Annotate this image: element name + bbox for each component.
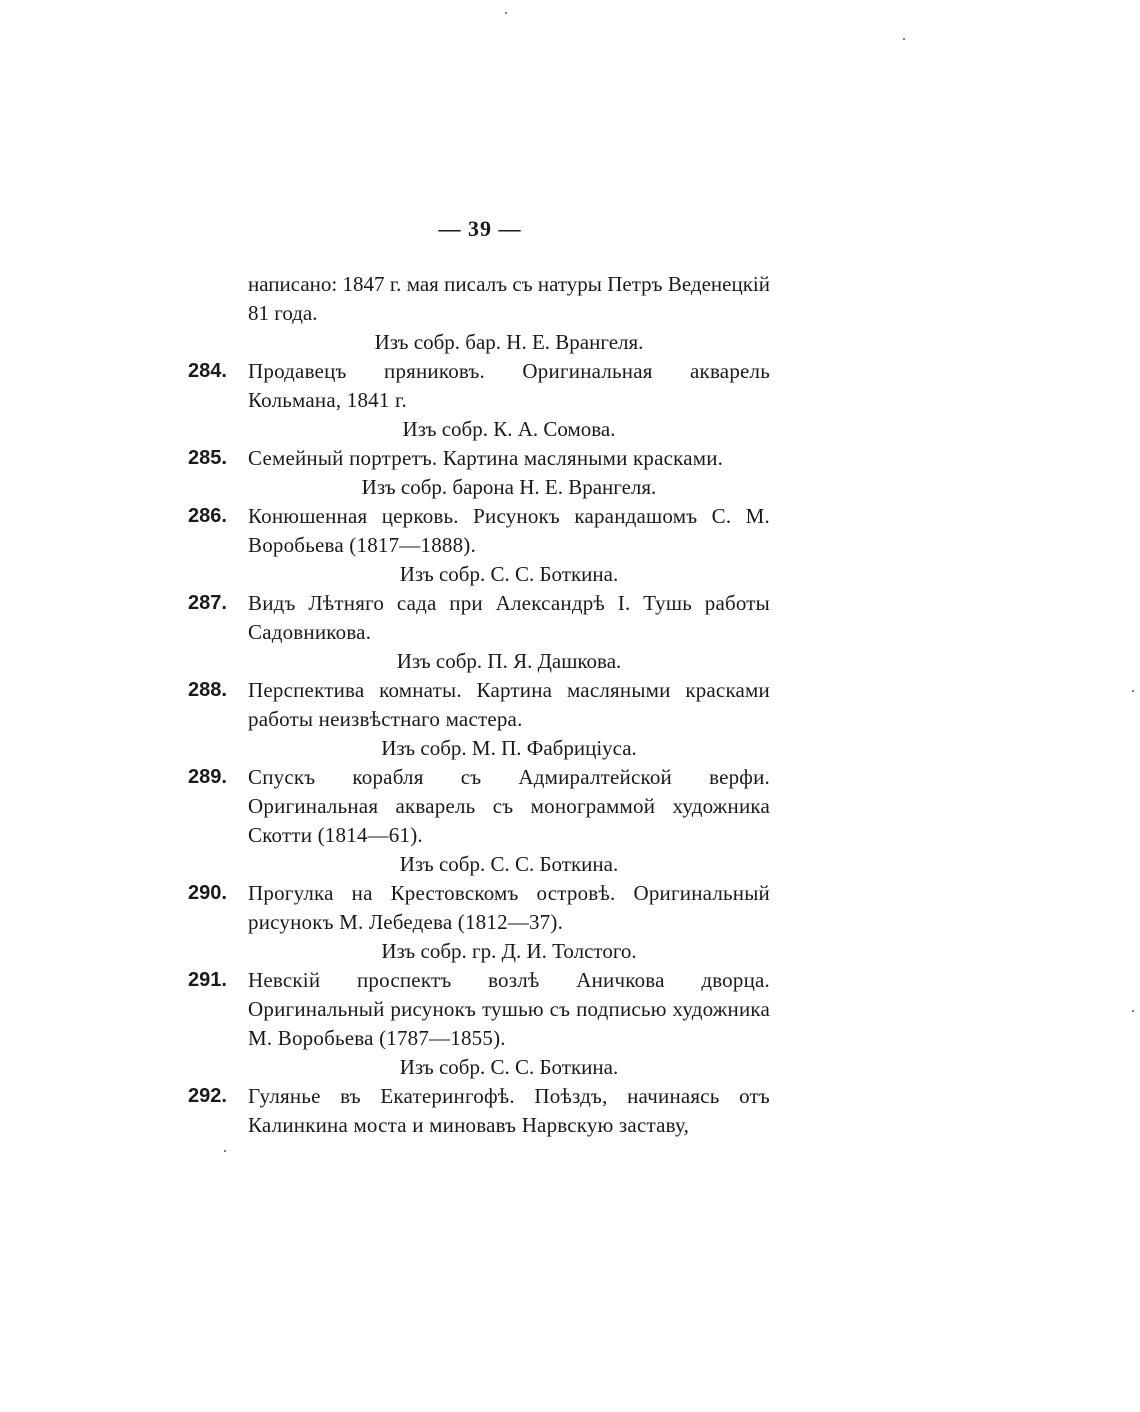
entry-number: 290.	[188, 882, 227, 904]
catalog-entry-289	[188, 763, 770, 879]
entry-number: 289.	[188, 766, 227, 788]
intro-text: написано: 1847 г. мая писалъ съ натуры Петръ Веденецкій 81 года.	[248, 272, 770, 325]
print-speck	[1132, 690, 1134, 692]
entry-number: 286.	[188, 505, 227, 527]
catalog-entry-288	[188, 676, 770, 763]
catalog-text	[188, 270, 770, 1140]
print-speck	[903, 38, 905, 40]
entry-description: Невскій проспектъ возлѣ Аничкова дворца. Оригинальный рисунокъ тушью съ подписью художника М. Воробьева (1787—1855).	[248, 968, 770, 1050]
entry-number: 287.	[188, 592, 227, 614]
entry-source: Изъ собр. М. П. Фабриціуса.	[381, 736, 637, 760]
entry-description: Спускъ корабля съ Адмиралтейской верфи. Оригинальная акварель съ монограммой художника Скотти (1814—61).	[248, 765, 770, 847]
intro-source: Изъ собр. бар. Н. Е. Врангеля.	[374, 330, 644, 354]
entry-number: 288.	[188, 679, 227, 701]
entry-number: 284.	[188, 360, 227, 382]
entry-description: Прогулка на Крестовскомъ островѣ. Оригинальный рисунокъ М. Лебедева (1812—37).	[248, 881, 770, 934]
entry-source: Изъ собр. К. А. Сомова.	[402, 417, 616, 441]
catalog-entry-292	[188, 1082, 770, 1140]
entry-description: Конюшенная церковь. Рисунокъ карандашомъ С. М. Воробьева (1817—1888).	[248, 504, 770, 557]
entry-source: Изъ собр. гр. Д. И. Толстого.	[381, 939, 637, 963]
page-number: — 39 —	[438, 216, 522, 241]
catalog-entry-287	[188, 589, 770, 676]
print-speck	[224, 1150, 226, 1152]
print-speck	[505, 12, 507, 14]
catalog-entry-284	[188, 357, 770, 444]
catalog-entry-286	[188, 502, 770, 589]
catalog-entry-291	[188, 966, 770, 1082]
print-speck	[1132, 1010, 1134, 1012]
entry-number: 292.	[188, 1085, 227, 1107]
entry-description: Семейный портретъ. Картина масляными красками.	[248, 446, 724, 470]
entry-description: Видъ Лѣтняго сада при Александрѣ I. Тушь работы Садовникова.	[248, 591, 770, 644]
entry-source: Изъ собр. барона Н. Е. Врангеля.	[361, 475, 657, 499]
entry-source: Изъ собр. С. С. Боткина.	[399, 1055, 619, 1079]
catalog-entry-285	[188, 444, 770, 502]
entry-number: 291.	[188, 969, 227, 991]
entry-description: Гулянье въ Екатерингофѣ. Поѣздъ, начинаясь отъ Калинкина моста и миновавъ Нарвскую заставу,	[248, 1084, 770, 1137]
entry-number: 285.	[188, 447, 227, 469]
entry-source: Изъ собр. П. Я. Дашкова.	[396, 649, 622, 673]
entry-description: Перспектива комнаты. Картина масляными красками работы неизвѣстнаго мастера.	[248, 678, 770, 731]
entry-source: Изъ собр. С. С. Боткина.	[399, 852, 619, 876]
catalog-entry-290	[188, 879, 770, 966]
entry-description: Продавецъ пряниковъ. Оригинальная акварель Кольмана, 1841 г.	[248, 359, 770, 412]
entry-source: Изъ собр. С. С. Боткина.	[399, 562, 619, 586]
